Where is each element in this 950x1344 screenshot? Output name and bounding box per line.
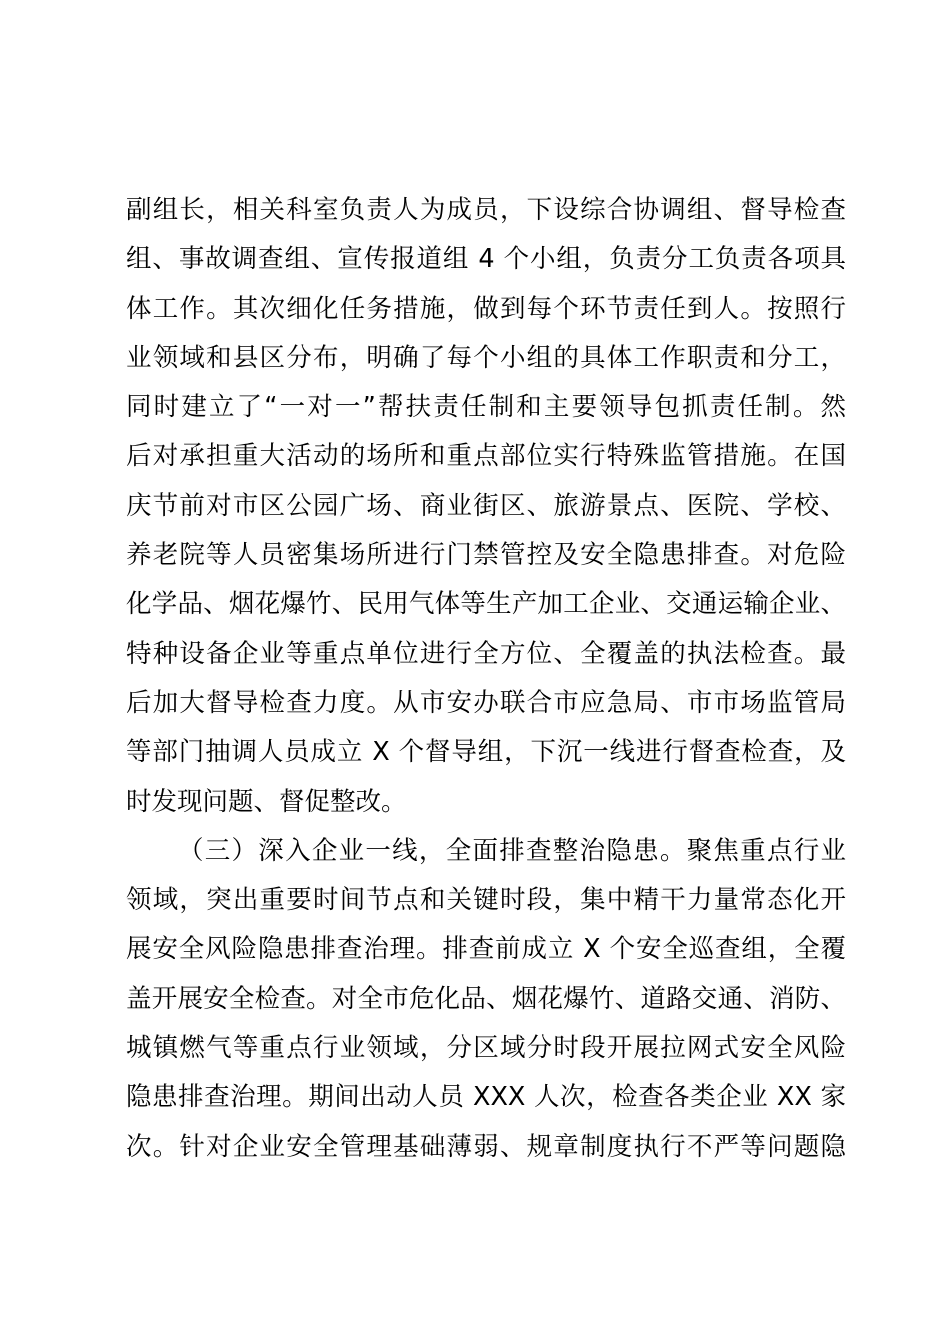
- text-line: 城镇燃气等重点行业领域，分区域分时段开展拉网式安全风险: [126, 1033, 846, 1064]
- text-line: 后加大督导检查力度。从市安办联合市应急局、市市场监管局: [126, 687, 846, 718]
- text-line: 后对承担重大活动的场所和重点部位实行特殊监管措施。在国: [126, 441, 846, 472]
- text-line: 体工作。其次细化任务措施，做到每个环节责任到人。按照行: [126, 293, 846, 324]
- text-line: 隐患排查治理。期间出动人员 XXX 人次，检查各类企业 XX 家: [126, 1082, 846, 1113]
- text-line: 组、事故调查组、宣传报道组 4 个小组，负责分工负责各项具: [126, 244, 846, 275]
- text-line: 业领域和县区分布，明确了每个小组的具体工作职责和分工，: [126, 342, 846, 373]
- text-line: 化学品、烟花爆竹、民用气体等生产加工企业、交通运输企业、: [126, 589, 846, 620]
- text-line: 养老院等人员密集场所进行门禁管控及安全隐患排查。对危险: [126, 540, 846, 571]
- text-line: 展安全风险隐患排查治理。排查前成立 X 个安全巡查组，全覆: [126, 934, 846, 965]
- text-line: 次。针对企业安全管理基础薄弱、规章制度执行不严等问题隐: [126, 1131, 846, 1162]
- text-line: 庆节前对市区公园广场、商业街区、旅游景点、医院、学校、: [126, 490, 846, 521]
- text-line: 领域，突出重要时间节点和关键时段，集中精干力量常态化开: [126, 885, 846, 916]
- text-line: 等部门抽调人员成立 X 个督导组，下沉一线进行督查检查，及: [126, 737, 846, 768]
- text-line: 副组长，相关科室负责人为成员，下设综合协调组、督导检查: [126, 195, 846, 225]
- body-text: [126, 186, 846, 1172]
- text-line: 时发现问题、督促整改。: [126, 786, 407, 817]
- text-line: 特种设备企业等重点单位进行全方位、全覆盖的执法检查。最: [126, 638, 846, 669]
- text-line: 盖开展安全检查。对全市危化品、烟花爆竹、道路交通、消防、: [126, 983, 846, 1014]
- section-heading-line: （三）深入企业一线，全面排查整治隐患。聚焦重点行业: [178, 835, 846, 866]
- text-line: 同时建立了“一对一”帮扶责任制和主要领导包抓责任制。然: [126, 392, 846, 423]
